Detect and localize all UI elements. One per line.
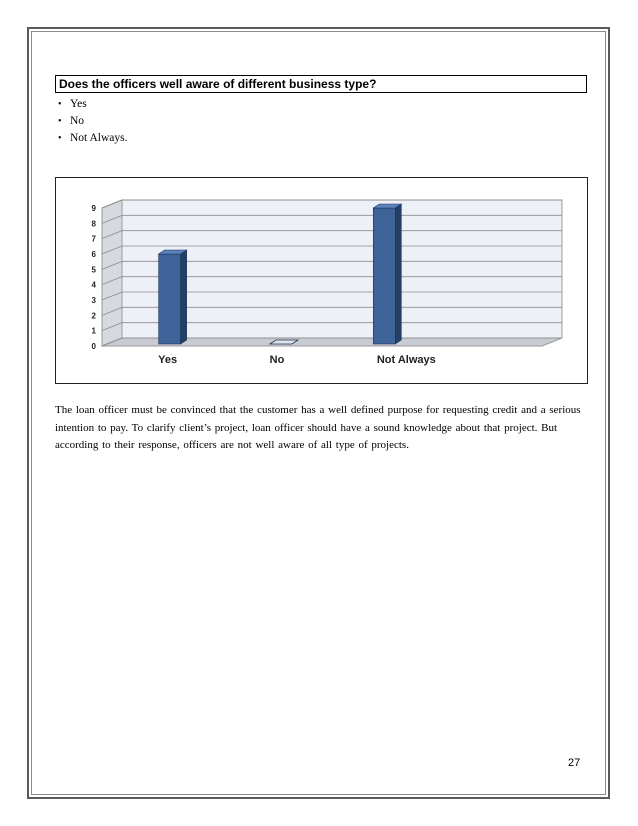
page-number: 27 (568, 757, 581, 769)
y-tick-label: 7 (91, 234, 96, 244)
body-paragraph: The loan officer must be convinced that the customer has a well defined purpose for requesting credit and a serious intention to pay. To clarify client’s project, loan officer should have a sound knowledge about that project. But according to their response, officers are not well aware of all type of projects. (55, 404, 581, 451)
y-tick-label: 5 (91, 265, 96, 275)
bar (159, 254, 181, 344)
y-tick-label: 1 (91, 326, 96, 336)
x-tick-label: Not Always (376, 354, 436, 366)
y-tick-label: 0 (91, 342, 96, 351)
x-tick-label: Yes (158, 354, 178, 366)
option-item (58, 130, 128, 147)
x-tick-label: No (269, 354, 285, 366)
bar-side (181, 250, 187, 344)
bullet-icon: • (58, 133, 62, 144)
option-label: Not Always. (70, 132, 128, 144)
y-tick-label: 3 (91, 296, 96, 305)
option-label: No (70, 115, 85, 127)
option-label: Yes (70, 98, 87, 110)
options-list (58, 96, 128, 147)
bar (373, 208, 395, 344)
y-tick-label: 4 (91, 280, 96, 290)
chart-back-wall (122, 200, 562, 338)
y-tick-label: 9 (91, 204, 96, 213)
option-item (58, 96, 128, 113)
bullet-icon: • (58, 116, 62, 127)
y-tick-label: 6 (91, 250, 96, 259)
bar-chart (55, 177, 588, 384)
option-item (58, 113, 128, 130)
chart-canvas (56, 178, 587, 383)
bar-side (395, 204, 401, 344)
y-tick-label: 8 (91, 219, 96, 229)
bullet-icon: • (58, 99, 62, 110)
question-heading: Does the officers well aware of different business type? (55, 75, 587, 93)
y-tick-label: 2 (91, 311, 96, 321)
